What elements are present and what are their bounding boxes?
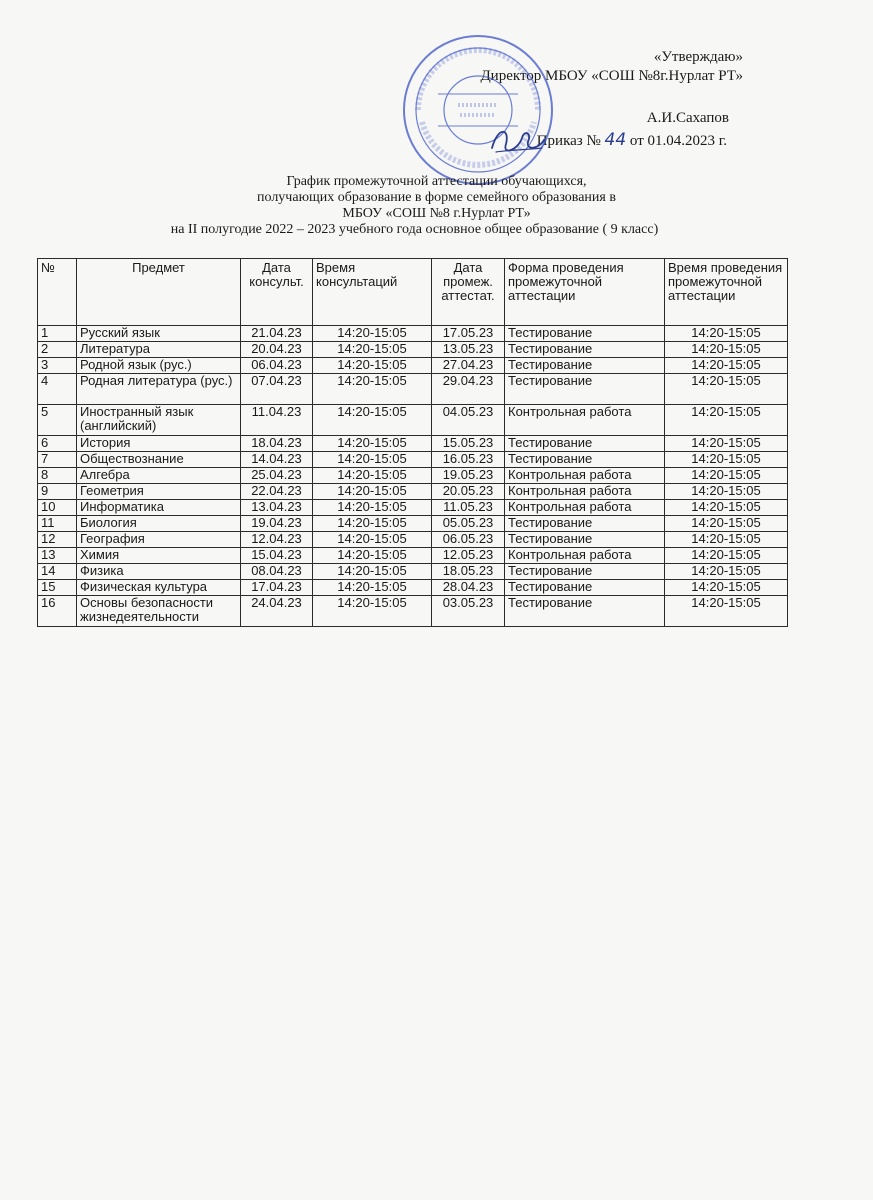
row-subject: Алгебра — [77, 468, 241, 484]
row-form: Контрольная работа — [505, 500, 665, 516]
row-attest-time: 14:20-15:05 — [665, 436, 788, 452]
table-row — [38, 548, 788, 564]
row-number: 6 — [38, 436, 77, 452]
row-form: Тестирование — [505, 564, 665, 580]
row-form: Тестирование — [505, 342, 665, 358]
row-attest-date: 15.05.23 — [432, 436, 505, 452]
row-subject: Обществознание — [77, 452, 241, 468]
row-consult-time: 14:20-15:05 — [313, 532, 432, 548]
table-row — [38, 342, 788, 358]
row-attest-time: 14:20-15:05 — [665, 516, 788, 532]
table-row — [38, 452, 788, 468]
row-attest-time: 14:20-15:05 — [665, 326, 788, 342]
table-row — [38, 436, 788, 452]
row-subject: История — [77, 436, 241, 452]
row-number: 9 — [38, 484, 77, 500]
row-attest-date: 27.04.23 — [432, 358, 505, 374]
row-consult-time: 14:20-15:05 — [313, 548, 432, 564]
attestation-schedule-table — [37, 258, 788, 627]
row-attest-date: 18.05.23 — [432, 564, 505, 580]
row-number: 11 — [38, 516, 77, 532]
row-consult-date: 11.04.23 — [241, 405, 313, 436]
row-number: 4 — [38, 374, 77, 405]
heading-line-4: на II полугодие 2022 – 2023 учебного года основное общее образование ( 9 класс) — [170, 222, 659, 237]
row-consult-time: 14:20-15:05 — [313, 374, 432, 405]
table-row — [38, 516, 788, 532]
row-form: Тестирование — [505, 374, 665, 405]
row-consult-date: 25.04.23 — [241, 468, 313, 484]
row-subject: Русский язык — [77, 326, 241, 342]
row-number: 5 — [38, 405, 77, 436]
row-form: Контрольная работа — [505, 405, 665, 436]
row-consult-time: 14:20-15:05 — [313, 358, 432, 374]
row-attest-date: 16.05.23 — [432, 452, 505, 468]
row-consult-date: 07.04.23 — [241, 374, 313, 405]
table-row — [38, 468, 788, 484]
row-consult-time: 14:20-15:05 — [313, 516, 432, 532]
row-attest-date: 06.05.23 — [432, 532, 505, 548]
order-from: от — [629, 133, 644, 149]
col-header-form: Форма проведения промежуточной аттестации — [505, 259, 665, 326]
approval-name: А.И.Сахапов — [646, 110, 729, 126]
row-attest-time: 14:20-15:05 — [665, 564, 788, 580]
row-number: 16 — [38, 596, 77, 627]
row-subject: Основы безопасности жизнедеятельности — [77, 596, 241, 627]
row-consult-date: 20.04.23 — [241, 342, 313, 358]
col-header-consult-date: Дата консульт. — [241, 259, 313, 326]
row-consult-date: 12.04.23 — [241, 532, 313, 548]
row-attest-date: 03.05.23 — [432, 596, 505, 627]
row-attest-date: 28.04.23 — [432, 580, 505, 596]
col-header-number: № — [38, 259, 77, 326]
row-attest-date: 17.05.23 — [432, 326, 505, 342]
table-row — [38, 596, 788, 627]
row-attest-time: 14:20-15:05 — [665, 532, 788, 548]
row-attest-date: 19.05.23 — [432, 468, 505, 484]
row-number: 3 — [38, 358, 77, 374]
row-attest-time: 14:20-15:05 — [665, 405, 788, 436]
order-prefix: Приказ № — [536, 133, 601, 149]
row-attest-time: 14:20-15:05 — [665, 500, 788, 516]
table-row — [38, 484, 788, 500]
row-subject: Химия — [77, 548, 241, 564]
row-form: Тестирование — [505, 436, 665, 452]
table-row — [38, 326, 788, 342]
row-attest-time: 14:20-15:05 — [665, 358, 788, 374]
row-form: Тестирование — [505, 580, 665, 596]
row-consult-time: 14:20-15:05 — [313, 500, 432, 516]
row-form: Тестирование — [505, 358, 665, 374]
row-consult-date: 19.04.23 — [241, 516, 313, 532]
row-subject: География — [77, 532, 241, 548]
row-consult-date: 22.04.23 — [241, 484, 313, 500]
row-attest-date: 05.05.23 — [432, 516, 505, 532]
row-consult-time: 14:20-15:05 — [313, 484, 432, 500]
row-subject: Физика — [77, 564, 241, 580]
row-consult-time: 14:20-15:05 — [313, 452, 432, 468]
row-form: Тестирование — [505, 532, 665, 548]
row-subject: Информатика — [77, 500, 241, 516]
table-row — [38, 500, 788, 516]
document-heading — [0, 174, 873, 238]
table-row — [38, 564, 788, 580]
row-subject: Литература — [77, 342, 241, 358]
table-row — [38, 358, 788, 374]
row-attest-date: 12.05.23 — [432, 548, 505, 564]
row-subject: Биология — [77, 516, 241, 532]
row-attest-date: 20.05.23 — [432, 484, 505, 500]
row-consult-time: 14:20-15:05 — [313, 580, 432, 596]
row-subject: Родная литература (рус.) — [77, 374, 241, 405]
order-date: 01.04.2023 г. — [647, 133, 727, 149]
row-form: Тестирование — [505, 452, 665, 468]
row-attest-time: 14:20-15:05 — [665, 374, 788, 405]
row-number: 14 — [38, 564, 77, 580]
row-form: Тестирование — [505, 596, 665, 627]
row-number: 1 — [38, 326, 77, 342]
row-subject: Иностранный язык (английский) — [77, 405, 241, 436]
heading-line-3: МБОУ «СОШ №8 г.Нурлат РТ» — [342, 206, 531, 221]
col-header-attest-time: Время проведения промежуточной аттестации — [665, 259, 788, 326]
signature-icon — [488, 120, 548, 160]
row-subject: Физическая культура — [77, 580, 241, 596]
approval-director: Директор МБОУ «СОШ №8г.Нурлат РТ» — [480, 68, 743, 84]
row-consult-time: 14:20-15:05 — [313, 564, 432, 580]
order-number: 44 — [604, 130, 627, 150]
approval-title: «Утверждаю» — [653, 49, 743, 65]
col-header-attest-date: Дата промеж. аттестат. — [432, 259, 505, 326]
table-row — [38, 532, 788, 548]
row-number: 10 — [38, 500, 77, 516]
row-form: Контрольная работа — [505, 548, 665, 564]
heading-line-2: получающих образование в форме семейного образования в — [257, 190, 616, 205]
row-attest-time: 14:20-15:05 — [665, 596, 788, 627]
col-header-subject: Предмет — [77, 259, 241, 326]
row-attest-date: 11.05.23 — [432, 500, 505, 516]
row-consult-date: 08.04.23 — [241, 564, 313, 580]
row-number: 7 — [38, 452, 77, 468]
row-attest-date: 29.04.23 — [432, 374, 505, 405]
row-form: Контрольная работа — [505, 468, 665, 484]
table-row — [38, 405, 788, 436]
row-number: 12 — [38, 532, 77, 548]
table-row — [38, 580, 788, 596]
heading-line-1: График промежуточной аттестации обучающихся, — [286, 174, 587, 189]
row-number: 15 — [38, 580, 77, 596]
row-attest-time: 14:20-15:05 — [665, 468, 788, 484]
row-consult-date: 14.04.23 — [241, 452, 313, 468]
row-attest-date: 13.05.23 — [432, 342, 505, 358]
row-consult-time: 14:20-15:05 — [313, 436, 432, 452]
row-number: 8 — [38, 468, 77, 484]
row-attest-time: 14:20-15:05 — [665, 580, 788, 596]
row-attest-time: 14:20-15:05 — [665, 342, 788, 358]
row-form: Тестирование — [505, 516, 665, 532]
col-header-consult-time: Время консультаций — [313, 259, 432, 326]
row-consult-time: 14:20-15:05 — [313, 326, 432, 342]
row-consult-time: 14:20-15:05 — [313, 468, 432, 484]
row-attest-time: 14:20-15:05 — [665, 484, 788, 500]
row-subject: Родной язык (рус.) — [77, 358, 241, 374]
table-header-row — [38, 259, 788, 326]
row-number: 2 — [38, 342, 77, 358]
table-row — [38, 374, 788, 405]
row-number: 13 — [38, 548, 77, 564]
row-consult-date: 13.04.23 — [241, 500, 313, 516]
row-consult-time: 14:20-15:05 — [313, 342, 432, 358]
row-consult-time: 14:20-15:05 — [313, 596, 432, 627]
row-consult-time: 14:20-15:05 — [313, 405, 432, 436]
row-form: Тестирование — [505, 326, 665, 342]
row-attest-date: 04.05.23 — [432, 405, 505, 436]
row-consult-date: 15.04.23 — [241, 548, 313, 564]
row-consult-date: 21.04.23 — [241, 326, 313, 342]
row-consult-date: 18.04.23 — [241, 436, 313, 452]
school-stamp-icon — [398, 30, 558, 190]
row-subject: Геометрия — [77, 484, 241, 500]
row-consult-date: 24.04.23 — [241, 596, 313, 627]
row-consult-date: 17.04.23 — [241, 580, 313, 596]
row-attest-time: 14:20-15:05 — [665, 548, 788, 564]
row-form: Контрольная работа — [505, 484, 665, 500]
row-attest-time: 14:20-15:05 — [665, 452, 788, 468]
row-consult-date: 06.04.23 — [241, 358, 313, 374]
